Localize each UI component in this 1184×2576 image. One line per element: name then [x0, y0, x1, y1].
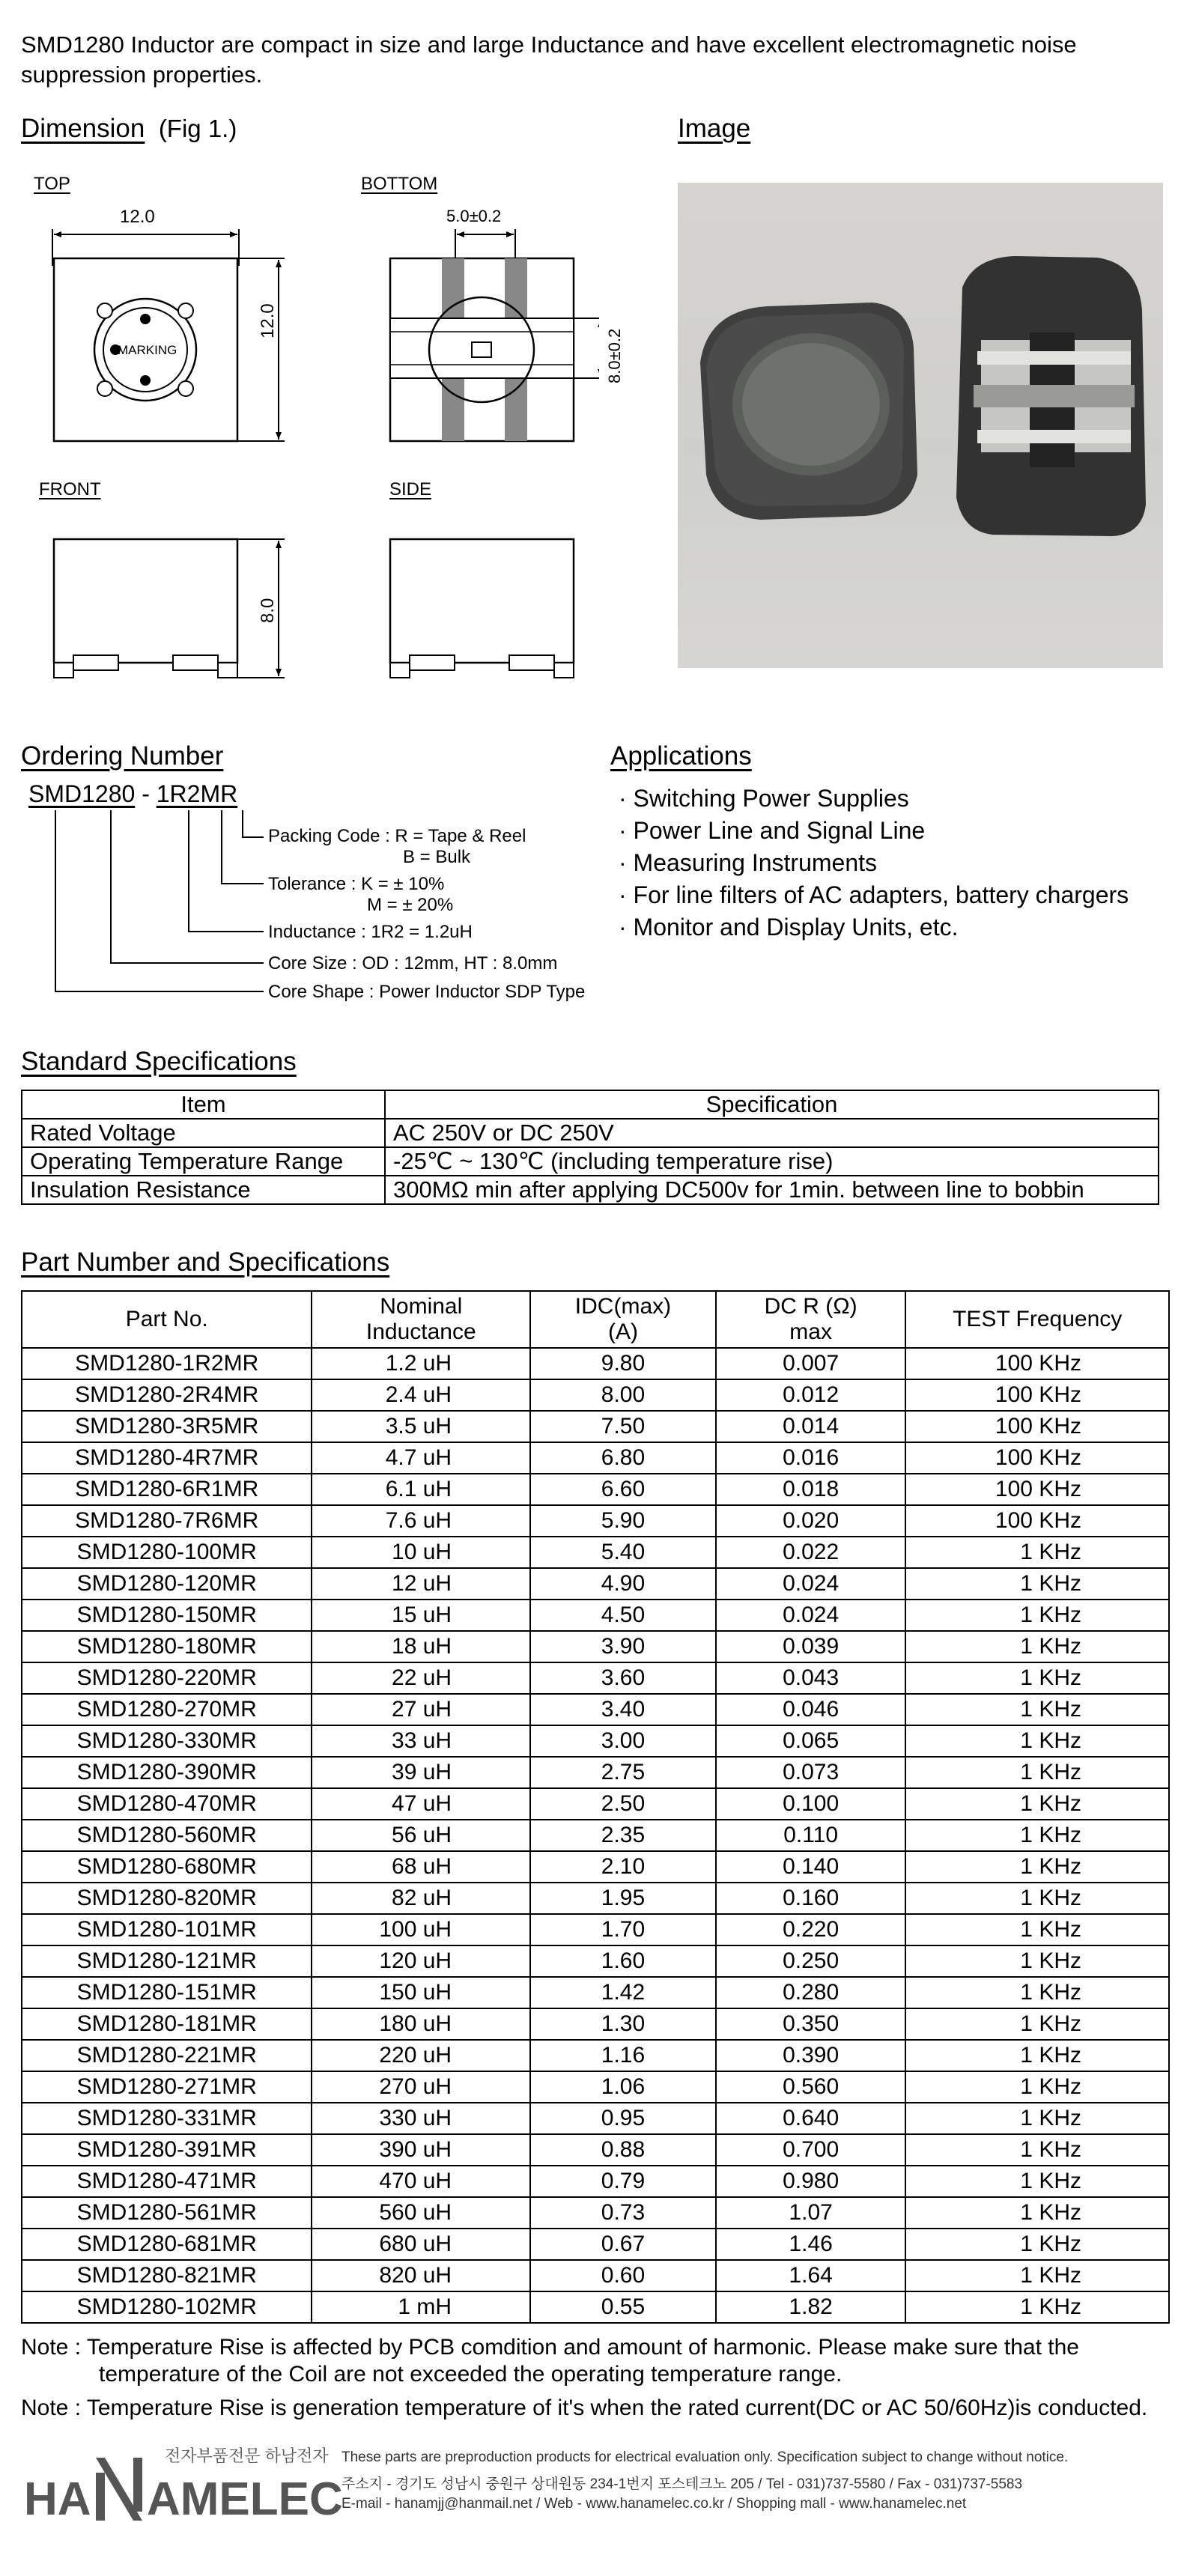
part-number-cell: SMD1280-561MR [22, 2197, 312, 2229]
dcr-cell: 0.250 [716, 1945, 906, 1977]
table-row [22, 1474, 1169, 1505]
inductance-cell: 2.4 uH [312, 1379, 530, 1411]
footer-korean-tag: 전자부품전문 하남전자 [165, 2446, 329, 2465]
header-dcr-line2: max [789, 1319, 832, 1344]
test-frequency-cell: 1 KHz [905, 2008, 1169, 2040]
inductance-cell: 100 uH [312, 1914, 530, 1945]
dcr-cell: 0.560 [716, 2071, 906, 2103]
ordering-callout-lines [45, 809, 277, 1003]
table-header-row [22, 1090, 1159, 1119]
idc-cell: 2.10 [530, 1851, 716, 1883]
inductance-cell: 10 uH [312, 1537, 530, 1568]
table-row [22, 2040, 1169, 2071]
dcr-cell: 0.280 [716, 1977, 906, 2008]
header-idc [530, 1291, 716, 1348]
part-number-cell: SMD1280-2R4MR [22, 1379, 312, 1411]
table-row [22, 1851, 1169, 1883]
test-frequency-cell: 1 KHz [905, 1568, 1169, 1600]
part-number-cell: SMD1280-270MR [22, 1694, 312, 1725]
dcr-cell: 0.700 [716, 2134, 906, 2166]
spec-item: Insulation Resistance [22, 1176, 385, 1204]
dcr-cell: 0.018 [716, 1474, 906, 1505]
part-number-cell: SMD1280-220MR [22, 1662, 312, 1694]
footer-address: 주소지 - 경기도 성남시 중원구 상대원동 234-1번지 포스테크노 205 / Tel - 031)737-5580 / Fax - 031)737-5583 [341, 2476, 1023, 2492]
test-frequency-cell: 1 KHz [905, 2040, 1169, 2071]
note-2: Note : Temperature Rise is generation temperature of it's when the rated current(DC or AC 50/60Hz)is conducted. [21, 2396, 1148, 2420]
table-row [22, 1505, 1169, 1537]
part-number-cell: SMD1280-1R2MR [22, 1348, 312, 1379]
idc-cell: 2.75 [530, 1757, 716, 1788]
inductance-cell: 56 uH [312, 1820, 530, 1851]
test-frequency-cell: 1 KHz [905, 2229, 1169, 2260]
dim-bottom-height: 8.0±0.2 [605, 328, 624, 383]
dcr-cell: 0.100 [716, 1788, 906, 1820]
dcr-cell: 0.065 [716, 1725, 906, 1757]
table-row [22, 1945, 1169, 1977]
idc-cell: 6.60 [530, 1474, 716, 1505]
part-number-cell: SMD1280-4R7MR [22, 1442, 312, 1474]
dimension-drawing [30, 161, 599, 700]
part-number-cell: SMD1280-7R6MR [22, 1505, 312, 1537]
product-image [678, 183, 1163, 668]
application-item: · Measuring Instruments [619, 849, 878, 876]
header-dcr-line1: DC R (Ω) [764, 1294, 857, 1319]
inductance-cell: 82 uH [312, 1883, 530, 1914]
ordering-code-prefix: SMD1280 [28, 780, 136, 807]
part-number-cell: SMD1280-560MR [22, 1820, 312, 1851]
application-item: · Monitor and Display Units, etc. [619, 914, 959, 941]
inductance-cell: 3.5 uH [312, 1411, 530, 1442]
ordering-code-suffix: 1R2MR [156, 780, 238, 807]
dcr-cell: 1.64 [716, 2260, 906, 2291]
inductance-cell: 1 mH [312, 2291, 530, 2323]
applications-list [619, 783, 1129, 944]
table-row [22, 1662, 1169, 1694]
table-row [22, 1694, 1169, 1725]
application-item: · Switching Power Supplies [619, 785, 909, 812]
inductance-cell: 820 uH [312, 2260, 530, 2291]
spec-value: 300MΩ min after applying DC500v for 1min. between line to bobbin [385, 1176, 1159, 1204]
table-row [22, 1147, 1159, 1176]
idc-cell: 0.79 [530, 2166, 716, 2197]
table-row [22, 2260, 1169, 2291]
table-row [22, 2008, 1169, 2040]
table-row [22, 1348, 1169, 1379]
test-frequency-cell: 1 KHz [905, 2291, 1169, 2323]
test-frequency-cell: 1 KHz [905, 1914, 1169, 1945]
spec-value: -25℃ ~ 130℃ (including temperature rise) [385, 1147, 1159, 1176]
image-title: Image [678, 114, 751, 143]
dcr-cell: 0.022 [716, 1537, 906, 1568]
idc-cell: 8.00 [530, 1379, 716, 1411]
part-number-cell: SMD1280-120MR [22, 1568, 312, 1600]
dim-bottom-width: 5.0±0.2 [446, 207, 502, 225]
inductance-cell: 47 uH [312, 1788, 530, 1820]
inductance-cell: 330 uH [312, 2103, 530, 2134]
test-frequency-cell: 1 KHz [905, 2134, 1169, 2166]
inductance-cell: 270 uH [312, 2071, 530, 2103]
test-frequency-cell: 1 KHz [905, 1977, 1169, 2008]
part-number-cell: SMD1280-181MR [22, 2008, 312, 2040]
dim-top-width: 12.0 [120, 207, 155, 227]
table-row [22, 2197, 1169, 2229]
dimension-fig: (Fig 1.) [158, 115, 237, 142]
idc-cell: 1.70 [530, 1914, 716, 1945]
test-frequency-cell: 1 KHz [905, 1757, 1169, 1788]
test-frequency-cell: 1 KHz [905, 1851, 1169, 1883]
dcr-cell: 0.640 [716, 2103, 906, 2134]
idc-cell: 5.90 [530, 1505, 716, 1537]
logo-ha: HA [24, 2473, 91, 2525]
inductance-cell: 33 uH [312, 1725, 530, 1757]
part-number-cell: SMD1280-6R1MR [22, 1474, 312, 1505]
idc-cell: 0.67 [530, 2229, 716, 2260]
idc-cell: 4.50 [530, 1600, 716, 1631]
dcr-cell: 1.46 [716, 2229, 906, 2260]
part-number-cell: SMD1280-100MR [22, 1537, 312, 1568]
spec-item: Operating Temperature Range [22, 1147, 385, 1176]
part-number-cell: SMD1280-820MR [22, 1883, 312, 1914]
part-number-cell: SMD1280-331MR [22, 2103, 312, 2134]
dcr-cell: 0.046 [716, 1694, 906, 1725]
dcr-cell: 0.980 [716, 2166, 906, 2197]
callout-packing-bulk: B = Bulk [403, 847, 471, 867]
header-inductance [312, 1291, 530, 1348]
header-test-frequency: TEST Frequency [905, 1291, 1169, 1348]
test-frequency-cell: 1 KHz [905, 1725, 1169, 1757]
parts-table [21, 1290, 1170, 2324]
idc-cell: 1.60 [530, 1945, 716, 1977]
dim-top-height: 12.0 [258, 303, 278, 338]
drawing-top-view [52, 229, 285, 441]
table-row [22, 2229, 1169, 2260]
parts-table-body [22, 1348, 1169, 2323]
idc-cell: 1.30 [530, 2008, 716, 2040]
inductance-cell: 180 uH [312, 2008, 530, 2040]
callout-tolerance-m: M = ± 20% [367, 895, 454, 915]
inductance-cell: 220 uH [312, 2040, 530, 2071]
header-specification: Specification [385, 1090, 1159, 1119]
header-inductance-line2: Inductance [365, 1319, 476, 1344]
test-frequency-cell: 1 KHz [905, 1537, 1169, 1568]
dcr-cell: 0.073 [716, 1757, 906, 1788]
idc-cell: 1.06 [530, 2071, 716, 2103]
header-idc-line1: IDC(max) [574, 1294, 672, 1319]
label-top: TOP [34, 174, 70, 194]
inductance-cell: 150 uH [312, 1977, 530, 2008]
table-row [22, 1914, 1169, 1945]
table-row [22, 2166, 1169, 2197]
idc-cell: 3.90 [530, 1631, 716, 1662]
part-number-cell: SMD1280-471MR [22, 2166, 312, 2197]
test-frequency-cell: 1 KHz [905, 2260, 1169, 2291]
application-item: · For line filters of AC adapters, battery chargers [619, 881, 1129, 908]
test-frequency-cell: 1 KHz [905, 2166, 1169, 2197]
drawing-bottom-view [390, 229, 599, 441]
part-number-cell: SMD1280-470MR [22, 1788, 312, 1820]
note-1: Note : Temperature Rise is affected by PCB comdition and amount of harmonic. Please make sure that the [21, 2335, 1079, 2360]
callout-inductance: Inductance : 1R2 = 1.2uH [268, 922, 473, 942]
spec-item: Rated Voltage [22, 1119, 385, 1147]
dcr-cell: 1.82 [716, 2291, 906, 2323]
header-inductance-line1: Nominal [380, 1294, 463, 1319]
inductance-cell: 22 uH [312, 1662, 530, 1694]
inductance-cell: 18 uH [312, 1631, 530, 1662]
test-frequency-cell: 100 KHz [905, 1348, 1169, 1379]
part-number-cell: SMD1280-102MR [22, 2291, 312, 2323]
idc-cell: 2.35 [530, 1820, 716, 1851]
table-row [22, 2134, 1169, 2166]
drawing-front-view [54, 539, 285, 678]
part-number-cell: SMD1280-150MR [22, 1600, 312, 1631]
dimension-heading [21, 114, 237, 144]
marking-label: MARKING [118, 343, 177, 357]
header-dcr [716, 1291, 906, 1348]
table-row [22, 1442, 1169, 1474]
ordering-title: Ordering Number [21, 741, 224, 771]
inductance-cell: 390 uH [312, 2134, 530, 2166]
table-row [22, 1119, 1159, 1147]
inductance-cell: 27 uH [312, 1694, 530, 1725]
idc-cell: 6.80 [530, 1442, 716, 1474]
inductance-cell: 15 uH [312, 1600, 530, 1631]
dcr-cell: 0.160 [716, 1883, 906, 1914]
idc-cell: 1.42 [530, 1977, 716, 2008]
part-number-cell: SMD1280-271MR [22, 2071, 312, 2103]
note-1-cont: temperature of the Coil are not exceeded the operating temperature range. [99, 2362, 843, 2387]
dcr-cell: 0.014 [716, 1411, 906, 1442]
test-frequency-cell: 1 KHz [905, 1631, 1169, 1662]
dcr-cell: 0.350 [716, 2008, 906, 2040]
test-frequency-cell: 100 KHz [905, 1411, 1169, 1442]
table-row [22, 1883, 1169, 1914]
dcr-cell: 0.020 [716, 1505, 906, 1537]
dcr-cell: 0.390 [716, 2040, 906, 2071]
header-part-no: Part No. [22, 1291, 312, 1348]
idc-cell: 9.80 [530, 1348, 716, 1379]
test-frequency-cell: 1 KHz [905, 1883, 1169, 1914]
callout-tolerance: Tolerance : K = ± 10% [268, 874, 445, 894]
logo-amelec: AMELEC [147, 2473, 343, 2525]
table-row [22, 1977, 1169, 2008]
inductance-cell: 39 uH [312, 1757, 530, 1788]
test-frequency-cell: 1 KHz [905, 1788, 1169, 1820]
callout-packing: Packing Code : R = Tape & Reel [268, 826, 526, 846]
inductance-cell: 680 uH [312, 2229, 530, 2260]
inductance-cell: 7.6 uH [312, 1505, 530, 1537]
table-row [22, 1725, 1169, 1757]
test-frequency-cell: 100 KHz [905, 1442, 1169, 1474]
idc-cell: 0.73 [530, 2197, 716, 2229]
standard-specs-title: Standard Specifications [21, 1047, 297, 1076]
header-item: Item [22, 1090, 385, 1119]
dcr-cell: 0.043 [716, 1662, 906, 1694]
table-row [22, 1411, 1169, 1442]
idc-cell: 0.95 [530, 2103, 716, 2134]
test-frequency-cell: 1 KHz [905, 1820, 1169, 1851]
test-frequency-cell: 100 KHz [905, 1379, 1169, 1411]
table-row [22, 2291, 1169, 2323]
part-number-cell: SMD1280-821MR [22, 2260, 312, 2291]
drawing-side-view [390, 539, 574, 678]
part-number-cell: SMD1280-101MR [22, 1914, 312, 1945]
parts-title: Part Number and Specifications [21, 1248, 390, 1277]
table-row [22, 1788, 1169, 1820]
inductance-cell: 470 uH [312, 2166, 530, 2197]
inductance-cell: 1.2 uH [312, 1348, 530, 1379]
part-number-cell: SMD1280-121MR [22, 1945, 312, 1977]
idc-cell: 7.50 [530, 1411, 716, 1442]
table-row [22, 1537, 1169, 1568]
inductance-cell: 4.7 uH [312, 1442, 530, 1474]
idc-cell: 0.60 [530, 2260, 716, 2291]
part-number-cell: SMD1280-151MR [22, 1977, 312, 2008]
dcr-cell: 0.140 [716, 1851, 906, 1883]
part-number-cell: SMD1280-390MR [22, 1757, 312, 1788]
ordering-code-sep: - [135, 780, 157, 807]
idc-cell: 0.88 [530, 2134, 716, 2166]
part-number-cell: SMD1280-680MR [22, 1851, 312, 1883]
test-frequency-cell: 100 KHz [905, 1474, 1169, 1505]
part-number-cell: SMD1280-180MR [22, 1631, 312, 1662]
idc-cell: 3.40 [530, 1694, 716, 1725]
inductance-cell: 68 uH [312, 1851, 530, 1883]
part-number-cell: SMD1280-3R5MR [22, 1411, 312, 1442]
idc-cell: 3.60 [530, 1662, 716, 1694]
table-row [22, 1176, 1159, 1204]
inductance-cell: 560 uH [312, 2197, 530, 2229]
table-row [22, 2071, 1169, 2103]
label-front: FRONT [39, 479, 101, 499]
test-frequency-cell: 1 KHz [905, 2103, 1169, 2134]
footer-contact: E-mail - hanamjj@hanmail.net / Web - www.hanamelec.co.kr / Shopping mall - www.hanamelec.net [341, 2496, 967, 2512]
intro-text: SMD1280 Inductor are compact in size and large Inductance and have excellent electromagnetic noise suppression properties. [21, 31, 1077, 88]
idc-cell: 0.55 [530, 2291, 716, 2323]
application-item: · Power Line and Signal Line [619, 817, 926, 844]
idc-cell: 1.16 [530, 2040, 716, 2071]
dcr-cell: 0.012 [716, 1379, 906, 1411]
callout-core-size: Core Size : OD : 12mm, HT : 8.0mm [268, 953, 558, 973]
dcr-cell: 0.016 [716, 1442, 906, 1474]
table-row [22, 1631, 1169, 1662]
inductance-cell: 12 uH [312, 1568, 530, 1600]
table-row [22, 1757, 1169, 1788]
table-header-row [22, 1291, 1169, 1348]
part-number-cell: SMD1280-221MR [22, 2040, 312, 2071]
spec-value: AC 250V or DC 250V [385, 1119, 1159, 1147]
idc-cell: 1.95 [530, 1883, 716, 1914]
inductance-cell: 6.1 uH [312, 1474, 530, 1505]
dcr-cell: 0.039 [716, 1631, 906, 1662]
dim-front-height: 8.0 [258, 598, 278, 623]
table-row [22, 1379, 1169, 1411]
table-row [22, 2103, 1169, 2134]
dcr-cell: 0.024 [716, 1600, 906, 1631]
dcr-cell: 0.024 [716, 1568, 906, 1600]
dcr-cell: 0.110 [716, 1820, 906, 1851]
test-frequency-cell: 1 KHz [905, 1662, 1169, 1694]
test-frequency-cell: 1 KHz [905, 1694, 1169, 1725]
inductance-cell: 120 uH [312, 1945, 530, 1977]
dimension-title: Dimension [21, 114, 145, 143]
callout-core-shape: Core Shape : Power Inductor SDP Type [268, 982, 586, 1002]
idc-cell: 2.50 [530, 1788, 716, 1820]
ordering-code [28, 780, 237, 808]
test-frequency-cell: 1 KHz [905, 2197, 1169, 2229]
applications-title: Applications [610, 741, 752, 771]
table-row [22, 1820, 1169, 1851]
footer-disclaimer: These parts are preproduction products for electrical evaluation only. Specification subject to change without notice. [341, 2449, 1069, 2465]
header-idc-line2: (A) [607, 1319, 638, 1344]
label-side: SIDE [389, 479, 432, 499]
test-frequency-cell: 100 KHz [905, 1505, 1169, 1537]
test-frequency-cell: 1 KHz [905, 2071, 1169, 2103]
dcr-cell: 1.07 [716, 2197, 906, 2229]
part-number-cell: SMD1280-391MR [22, 2134, 312, 2166]
dcr-cell: 0.220 [716, 1914, 906, 1945]
label-bottom: BOTTOM [361, 174, 438, 194]
test-frequency-cell: 1 KHz [905, 1945, 1169, 1977]
table-row [22, 1568, 1169, 1600]
part-number-cell: SMD1280-681MR [22, 2229, 312, 2260]
part-number-cell: SMD1280-330MR [22, 1725, 312, 1757]
idc-cell: 5.40 [530, 1537, 716, 1568]
test-frequency-cell: 1 KHz [905, 1600, 1169, 1631]
idc-cell: 3.00 [530, 1725, 716, 1757]
dcr-cell: 0.007 [716, 1348, 906, 1379]
idc-cell: 4.90 [530, 1568, 716, 1600]
table-row [22, 1600, 1169, 1631]
standard-specs-table [21, 1090, 1159, 1205]
